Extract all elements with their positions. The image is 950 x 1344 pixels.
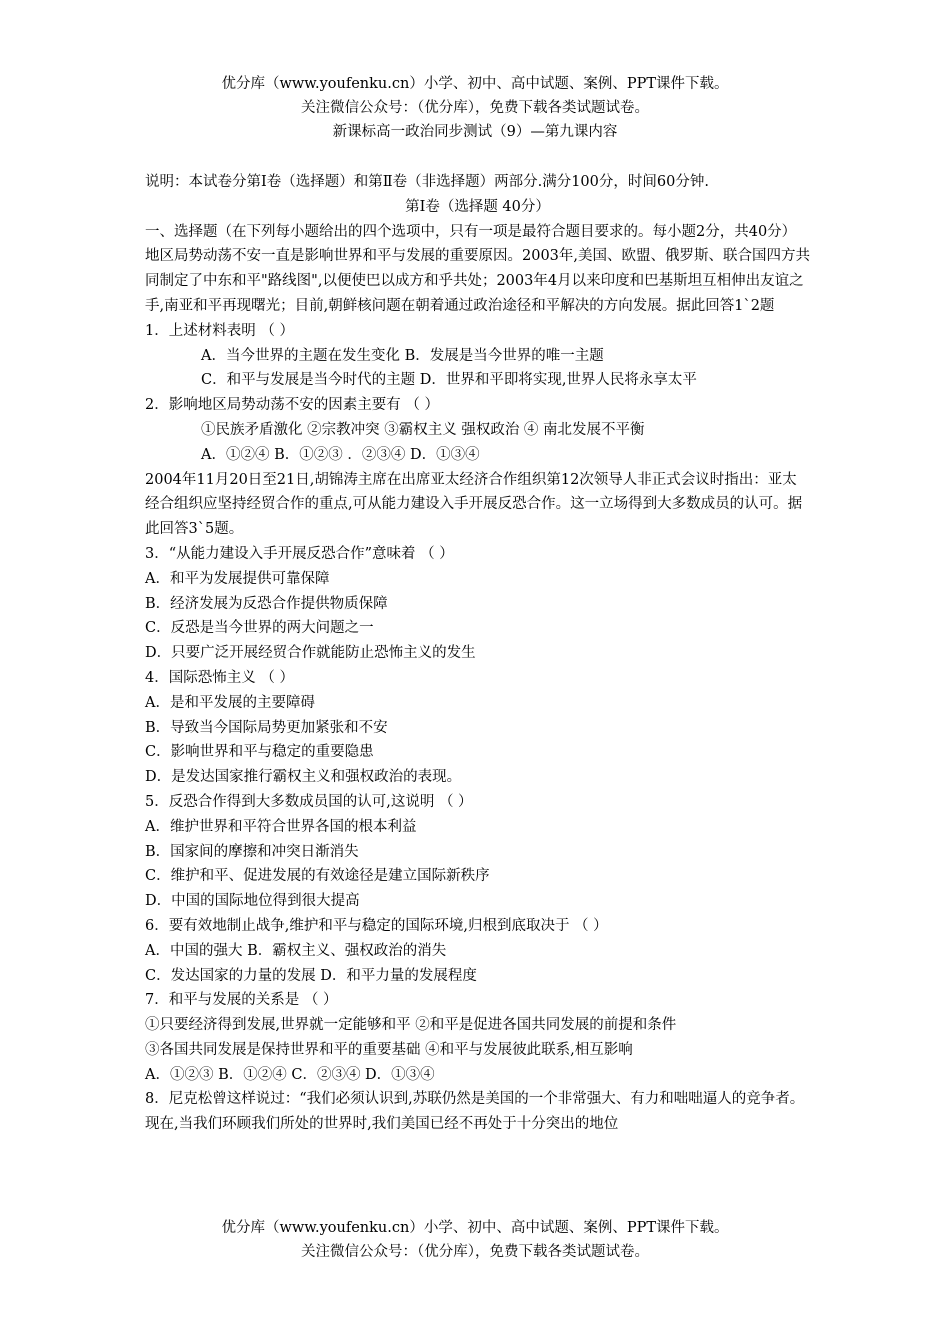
q6-stem: 6．要有效地制止战争,维护和平与稳定的国际环境,归根到底取决于 （ ） bbox=[145, 917, 608, 934]
q3-option-a: A．和平为发展提供可靠保障 bbox=[145, 570, 330, 587]
q5-stem: 5．反恐合作得到大多数成员国的认可,这说明 （ ） bbox=[145, 793, 473, 810]
q3-option-d: D．只要广泛开展经贸合作就能防止恐怖主义的发生 bbox=[145, 645, 476, 662]
q3-option-c: C．反恐是当今世界的两大问题之一 bbox=[145, 620, 374, 637]
header-wechat-line: 关注微信公众号：（优分库），免费下载各类试题试卷。 bbox=[301, 100, 649, 116]
q7-options: A．①②③ B．①②④ C．②③④ D．①③④ bbox=[145, 1066, 435, 1083]
q3-stem: 3．“从能力建设入手开展反恐合作”意味着 （ ） bbox=[145, 545, 454, 562]
q7-items-row2: ③各国共同发展是保持世界和平的重要基础 ④和平与发展彼此联系,相互影响 bbox=[145, 1041, 633, 1058]
q5-option-a: A．维护世界和平符合世界各国的根本利益 bbox=[145, 818, 417, 835]
q4-option-d: D．是发达国家推行霸权主义和强权政治的表现。 bbox=[145, 769, 462, 786]
q7-stem: 7．和平与发展的关系是 （ ） bbox=[145, 992, 338, 1009]
q2-stem: 2．影响地区局势动荡不安的因素主要有 （ ） bbox=[145, 397, 439, 414]
q4-stem: 4．国际恐怖主义 （ ） bbox=[145, 669, 294, 686]
q4-option-b: B．导致当今国际局势更加紧张和不安 bbox=[145, 719, 388, 736]
q2-options: A．①②④ B．①②③ ．②③④ D．①③④ bbox=[201, 446, 480, 463]
q5-option-d: D．中国的国际地位得到很大提高 bbox=[145, 893, 360, 910]
q4-option-a: A．是和平发展的主要障碍 bbox=[145, 694, 315, 711]
q6-options-row1: A．中国的强大 B．霸权主义、强权政治的消失 bbox=[145, 942, 447, 959]
q1-options-row1: A．当今世界的主题在发生变化 B．发展是当今世界的唯一主题 bbox=[201, 347, 604, 364]
material-1: 地区局势动荡不安一直是影响世界和平与发展的重要原因。2003年,美国、欧盟、俄罗斯、联合国四方共同制定了中东和平"路线图",以便使巴以成方和乎共处；2003年4月以来印度和巴基斯坦互相伸出友谊之手,南亚和平再现曙光；目前,朝鲜核问题在朝着通过政治途径和平解决的方向发展。据此回答1`2题 bbox=[145, 248, 811, 314]
q1-stem: 1．上述材料表明 （ ） bbox=[145, 322, 294, 339]
q1-options-row2: C．和平与发展是当今时代的主题 D．世界和平即将实现,世界人民将永享太平 bbox=[201, 372, 697, 389]
header-site-line: 优分库（www.youfenku.cn）小学、初中、高中试题、案例、PPT课件下载。 bbox=[221, 76, 729, 92]
material-2: 2004年11月20日至21日,胡锦涛主席在出席亚太经济合作组织第12次领导人非正式会议时指出：亚太经合组织应坚持经贸合作的重点,可从能力建设入手开展反恐合作。这一立场得到大多数成员的认可。据此回答3`5题。 bbox=[145, 471, 803, 538]
q4-option-c: C．影响世界和平与稳定的重要隐患 bbox=[145, 744, 374, 761]
footer-wechat-line: 关注微信公众号：（优分库），免费下载各类试题试卷。 bbox=[301, 1244, 649, 1260]
q8-stem: 8．尼克松曾这样说过：“我们必须认识到,苏联仍然是美国的一个非常强大、有力和咄咄逼人的竞争者。现在,当我们环顾我们所处的世界时,我们美国已经不再处于十分突出的地位 bbox=[145, 1091, 805, 1133]
footer-site-line: 优分库（www.youfenku.cn）小学、初中、高中试题、案例、PPT课件下载。 bbox=[221, 1220, 729, 1236]
q2-items: ①民族矛盾激化 ②宗教冲突 ③霸权主义 强权政治 ④ 南北发展不平衡 bbox=[201, 421, 645, 438]
q7-items-row1: ①只要经济得到发展,世界就一定能够和平 ②和平是促进各国共同发展的前提和条件 bbox=[145, 1017, 677, 1034]
q3-option-b: B．经济发展为反恐合作提供物质保障 bbox=[145, 595, 388, 612]
q5-option-b: B．国家间的摩擦和冲突日渐消失 bbox=[145, 843, 359, 860]
part1-instruction: 一、选择题（在下列每小题给出的四个选项中，只有一项是最符合题目要求的。每小题2分，共40分） bbox=[145, 223, 797, 240]
instructions: 说明：本试卷分第Ⅰ卷（选择题）和第Ⅱ卷（非选择题）两部分.满分100分，时间60分钟. bbox=[145, 174, 709, 190]
document-body bbox=[145, 170, 810, 1137]
section-title: 第Ⅰ卷（选择题 40分） bbox=[405, 198, 550, 215]
document-title: 新课标高一政治同步测试（9）—第九课内容 bbox=[332, 124, 618, 140]
q6-options-row2: C．发达国家的力量的发展 D．和平力量的发展程度 bbox=[145, 967, 477, 984]
q5-option-c: C．维护和平、促进发展的有效途径是建立国际新秩序 bbox=[145, 868, 490, 885]
